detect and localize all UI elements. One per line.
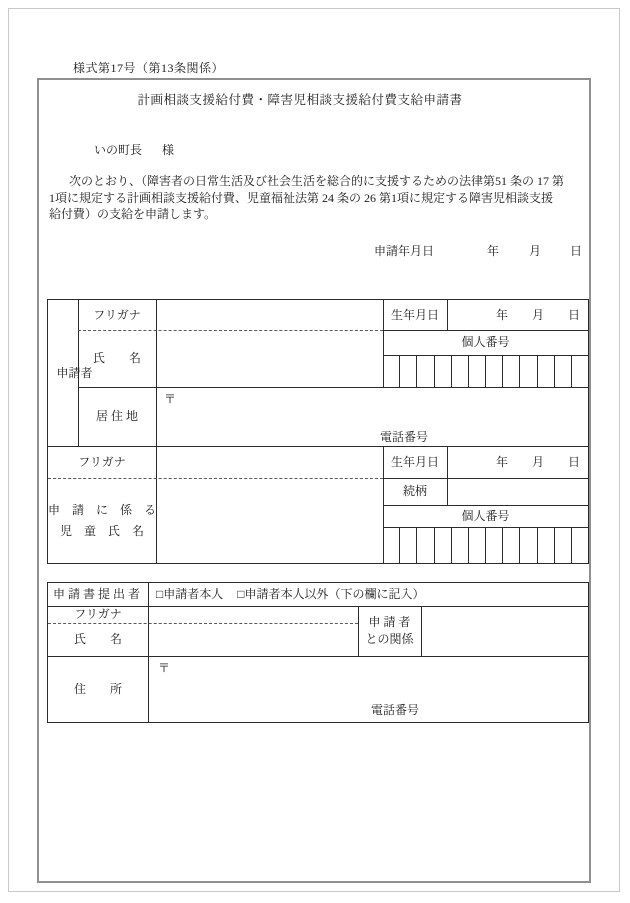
application-date-year-label: 年 (487, 244, 500, 258)
addressee-honorific: 様 (162, 143, 175, 157)
applicant-birthdate-field[interactable]: 年 月 日 (495, 307, 580, 322)
application-date-label: 申請年月日 (374, 244, 435, 258)
checkbox-option-applicant-self[interactable]: □申請者本人 (156, 587, 224, 602)
submitter-address-field[interactable] (148, 656, 588, 722)
applicant-furigana-field[interactable] (156, 300, 383, 330)
child-furigana-label: フリガナ (78, 454, 126, 469)
mynumber-digit-cell[interactable] (434, 527, 451, 563)
child-relation-field[interactable] (447, 478, 588, 505)
mynumber-digit-cell[interactable] (485, 527, 502, 563)
mynumber-digit-cell[interactable] (571, 527, 588, 563)
mynumber-digit-cell[interactable] (468, 527, 485, 563)
addressee-line (94, 142, 174, 158)
application-form (37, 78, 591, 883)
applicant-mynumber-label: 個人番号 (461, 335, 510, 350)
mynumber-digit-cell[interactable] (571, 355, 588, 387)
addressee-name: いの町長 (94, 143, 143, 157)
application-date-field[interactable] (439, 243, 589, 259)
mynumber-digit-cell[interactable] (416, 355, 433, 387)
application-date-day-label: 日 (570, 244, 583, 258)
mynumber-digit-cell[interactable] (468, 355, 485, 387)
applicant-phone-label: 電話番号 (380, 430, 429, 444)
applicant-residence-label: 居 住 地 (95, 409, 138, 424)
mynumber-digit-cell[interactable] (502, 527, 519, 563)
applicant-residence-field[interactable] (156, 387, 588, 446)
child-mynumber-label: 個人番号 (461, 508, 510, 523)
submitter-furigana-label: フリガナ (74, 607, 122, 622)
mynumber-digit-cell[interactable] (383, 527, 399, 563)
submitter-postal-mark: 〒 (158, 661, 171, 675)
statement-line-1: 次のとおり、（障害者の日常生活及び社会生活を総合的に支援するための法律第51 条の 17 第 (69, 174, 565, 188)
child-birthdate-field[interactable]: 年 月 日 (495, 454, 580, 469)
submitter-table (47, 582, 589, 723)
statement-line-3: 給付費）の支給を申請します。 (49, 207, 217, 221)
child-name-label-line2: 児 童 氏 名 (59, 523, 144, 538)
child-name-label (48, 478, 156, 563)
mynumber-digit-cell[interactable] (519, 527, 536, 563)
child-birthdate-label: 生年月日 (390, 454, 439, 469)
mynumber-digit-cell[interactable] (519, 355, 536, 387)
submitter-phone-label: 電話番号 (371, 703, 420, 717)
mynumber-digit-cell[interactable] (502, 355, 519, 387)
applicant-name-label: 氏 名 (92, 351, 141, 366)
application-date-line (39, 243, 593, 259)
application-statement (49, 173, 579, 223)
mynumber-digit-cell[interactable] (434, 355, 451, 387)
submitter-name-field[interactable] (148, 606, 358, 656)
submitter-relation-label-line1: 申 請 者 (368, 615, 411, 629)
child-relation-label: 続柄 (402, 484, 427, 499)
applicant-birthdate-label: 生年月日 (390, 307, 439, 322)
mynumber-digit-cell[interactable] (537, 355, 554, 387)
submitter-relation-label-line2: との関係 (365, 632, 414, 646)
applicant-postal-mark: 〒 (164, 392, 177, 406)
child-name-field[interactable] (156, 478, 383, 563)
submitter-relation-label (358, 606, 421, 656)
applicant-mynumber-digit-boxes (383, 355, 588, 387)
form-title: 計画相談支援給付費・障害児相談支援給付費支給申請書 (137, 93, 463, 107)
child-mynumber-digit-boxes (383, 527, 588, 563)
child-furigana-field[interactable] (156, 446, 383, 478)
mynumber-digit-cell[interactable] (537, 527, 554, 563)
mynumber-digit-cell[interactable] (399, 527, 416, 563)
mynumber-digit-cell[interactable] (399, 355, 416, 387)
mynumber-digit-cell[interactable] (416, 527, 433, 563)
submitter-name-label: 氏 名 (73, 632, 122, 647)
checkbox-option-other-than-applicant[interactable]: □申請者本人以外（下の欄に記入） (237, 587, 425, 602)
submitter-options (148, 583, 588, 606)
form-number: 様式第17号（第13条関係） (73, 61, 225, 75)
statement-line-2: 1項に規定する計画相談支援給付費、児童福祉法第 24 条の 26 第1項に規定する障害児相談支援 (49, 190, 554, 205)
mynumber-digit-cell[interactable] (554, 355, 571, 387)
mynumber-digit-cell[interactable] (554, 527, 571, 563)
application-date-month-label: 月 (529, 244, 542, 258)
mynumber-digit-cell[interactable] (451, 355, 468, 387)
applicant-name-field[interactable] (156, 330, 383, 387)
mynumber-digit-cell[interactable] (485, 355, 502, 387)
submitter-row-label: 申請書提出者 (52, 587, 143, 602)
mynumber-digit-cell[interactable] (383, 355, 399, 387)
submitter-address-label: 住 所 (73, 681, 122, 696)
applicant-table (47, 299, 589, 564)
submitter-relation-field[interactable] (421, 606, 588, 656)
applicant-furigana-label: フリガナ (93, 307, 141, 322)
child-name-label-line1: 申 請 に 係 る (48, 502, 157, 517)
mynumber-digit-cell[interactable] (451, 527, 468, 563)
applicant-side-label: 申請者 (56, 366, 93, 380)
